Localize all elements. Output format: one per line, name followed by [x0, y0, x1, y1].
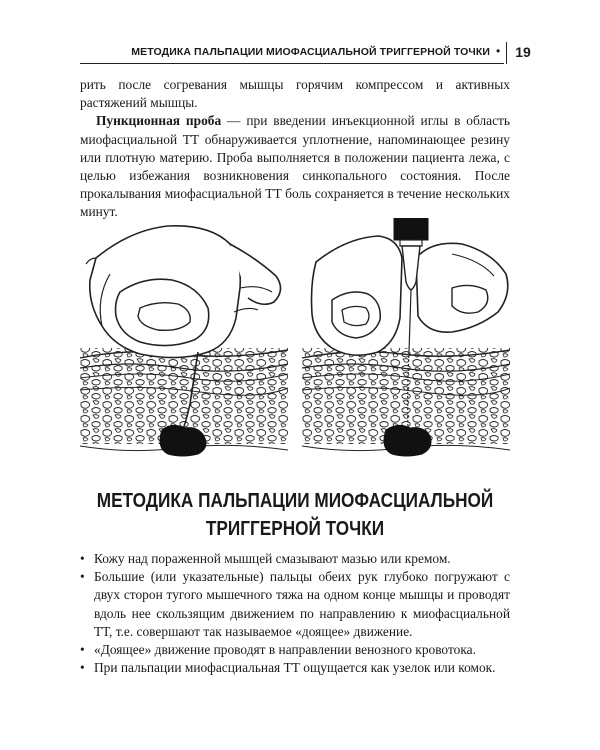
running-title: МЕТОДИКА ПАЛЬПАЦИИ МИОФАСЦИАЛЬНОЙ ТРИГГЕРНОЙ ТОЧКИ — [131, 46, 490, 58]
header-separator: • — [496, 44, 501, 58]
continuation-paragraph: рить после согревания мышцы горячим компрессом и активных растяжений мышцы. — [80, 77, 510, 111]
section-title — [93, 487, 497, 543]
puncture-term: Пункционная проба — [96, 113, 222, 129]
list-item: • Большие (или указательные) пальцы обеих рук глубоко погружают с двух сторон тугого мышечного тяжа на одном конце мышцы и проводят вдоль нее скользящим движением по направлению к миофасциальной ТТ, т.е. совершают так называемое «доящее» движение. — [80, 568, 510, 641]
puncture-text: — при введении инъекционной иглы в область миофасциальной ТТ обнаруживается уплотнение, напоминающее резину или плотную материю. Проба выполняется в положении пациента лежа, с целью избежания возникновения синкопального состояния. После прокалывания миофасциальной ТТ боль сохраняется в течение нескольких минут. — [80, 113, 510, 220]
running-header — [0, 44, 600, 64]
section-title-line1: МЕТОДИКА ПАЛЬПАЦИИ МИОФАСЦИАЛЬНОЙ — [96, 490, 494, 512]
header-rule — [80, 63, 504, 64]
illustrations — [80, 218, 510, 478]
body-text — [80, 76, 510, 222]
palpation-figure — [80, 226, 288, 478]
list-item: • При пальпации миофасциальная ТТ ощущается как узелок или комок. — [80, 659, 510, 677]
puncture-figure — [302, 218, 510, 478]
header-divider — [506, 42, 507, 64]
section-title-line2: ТРИГГЕРНОЙ ТОЧКИ — [205, 518, 385, 540]
page-number: 19 — [515, 44, 531, 60]
bullet-list — [80, 550, 510, 677]
list-item: • «Доящее» движение проводят в направлении венозного кровотока. — [80, 641, 510, 659]
list-item: • Кожу над пораженной мышцей смазывают мазью или кремом. — [80, 550, 510, 568]
puncture-paragraph — [80, 112, 510, 221]
